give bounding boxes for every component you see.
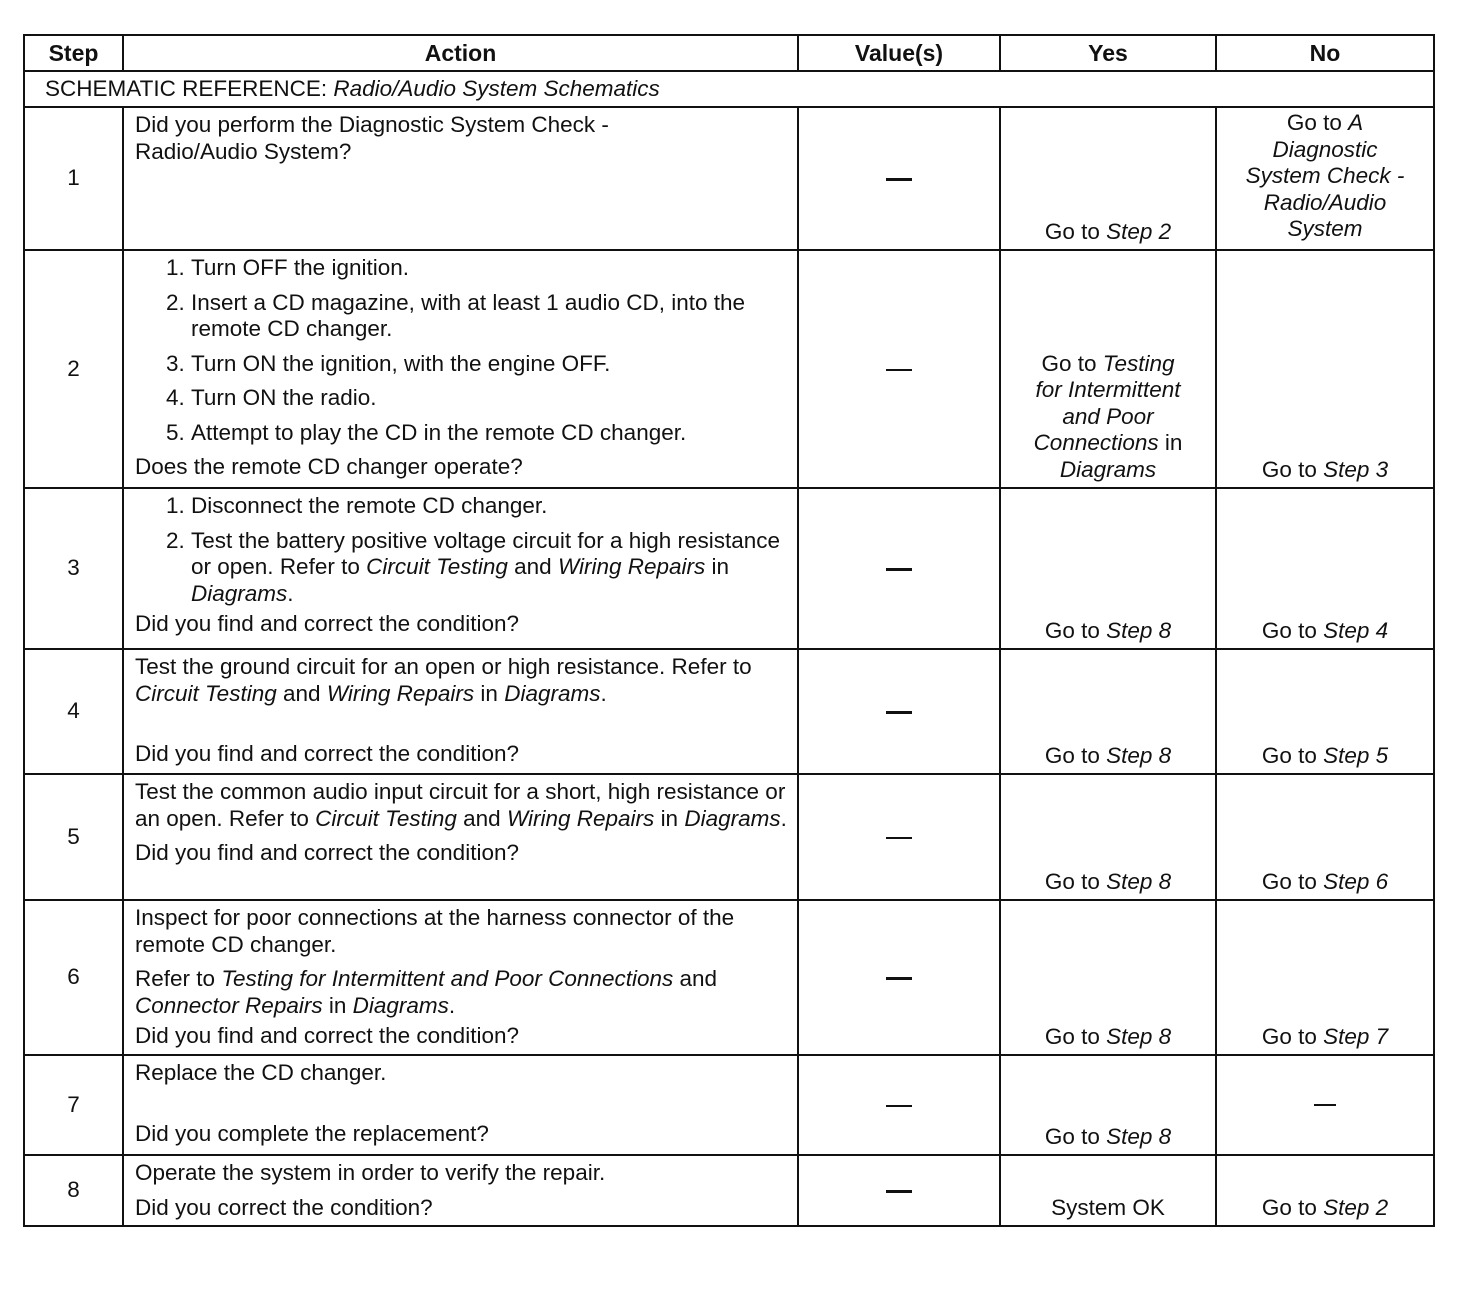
no-link[interactable]: System [1287, 216, 1363, 241]
dash [886, 178, 912, 181]
no-link[interactable]: Radio/Audio [1263, 189, 1387, 215]
link[interactable]: Circuit Testing [315, 805, 457, 831]
value-cell [798, 649, 1000, 774]
in-text: in [1164, 430, 1183, 455]
question-text: Did you find and correct the condition? [135, 611, 519, 636]
go-to-text: Go to [1044, 742, 1100, 768]
list-item: 2. Insert a CD magazine, with at least 1 audio CD, into the remote CD changer. [191, 290, 787, 343]
table-row [24, 1155, 1434, 1226]
value-cell [798, 1055, 1000, 1155]
table-row [24, 774, 1434, 900]
link[interactable]: Circuit Testing [366, 554, 508, 579]
no-cell [1216, 900, 1434, 1055]
and-text: and [679, 966, 718, 991]
yes-cell [1000, 488, 1216, 649]
and-text: and [463, 805, 501, 831]
no-cell [1216, 649, 1434, 774]
dash [886, 711, 912, 714]
item-text: Test the ground circuit for an open or high resistance. Refer to [135, 654, 752, 679]
schematic-link[interactable]: Radio/Audio System Schematics [333, 75, 660, 101]
go-to-text: Go to [1261, 617, 1317, 643]
yes-cell [1000, 900, 1216, 1055]
action-cell [123, 1155, 798, 1226]
step-number: 7 [24, 1055, 123, 1155]
value-cell [798, 900, 1000, 1055]
list-item: 1. Disconnect the remote CD changer. [191, 493, 787, 520]
action-text: Refer to Testing for Intermittent and Poor Connections and Connector Repairs in Diagrams. [135, 966, 718, 1018]
go-to-text: Go to [1286, 110, 1342, 135]
step-number: 8 [24, 1155, 123, 1226]
step-number: 3 [24, 488, 123, 649]
link[interactable]: Diagrams [684, 805, 781, 831]
header-row [24, 35, 1434, 71]
question-text: Did you complete the replacement? [135, 1120, 489, 1146]
action-text: Did you perform the Diagnostic System Check - [135, 112, 609, 137]
list-item: 1. Turn OFF the ignition. [191, 255, 787, 282]
yes-cell [1000, 1055, 1216, 1155]
yes-link[interactable]: Step 8 [1106, 617, 1172, 643]
dash [886, 1105, 912, 1108]
no-link[interactable]: Step 5 [1323, 742, 1389, 768]
table-row [24, 107, 1434, 250]
question-text: Did you find and correct the condition? [135, 840, 519, 865]
table-row [24, 1055, 1434, 1155]
header-step: Step [24, 35, 123, 71]
go-to-text: Go to [1041, 350, 1097, 376]
link[interactable]: Wiring Repairs [557, 554, 706, 579]
value-cell [798, 488, 1000, 649]
yes-link[interactable]: Diagrams [1059, 456, 1157, 482]
dash [886, 837, 912, 840]
in-text: in [711, 554, 730, 579]
system-ok-text: System OK [1051, 1194, 1165, 1220]
diagnostic-table [23, 34, 1435, 1227]
action-cell [123, 774, 798, 900]
table-row [24, 900, 1434, 1055]
step-list [135, 255, 787, 446]
no-link[interactable]: System Check - [1245, 163, 1405, 188]
no-link[interactable]: Step 6 [1323, 868, 1389, 894]
go-to-text: Go to [1044, 1123, 1100, 1149]
and-text: and [514, 554, 552, 579]
go-to-text: Go to [1044, 617, 1100, 643]
header-no: No [1216, 35, 1434, 71]
action-cell [123, 250, 798, 488]
step-number: 4 [24, 649, 123, 774]
list-item: 3. Turn ON the ignition, with the engine OFF. [191, 351, 787, 378]
yes-cell [1000, 774, 1216, 900]
no-cell [1216, 107, 1434, 250]
go-to-text: Go to [1261, 456, 1317, 482]
schematic-reference [24, 71, 1434, 107]
go-to-text: Go to [1261, 868, 1317, 894]
no-link[interactable]: Step 3 [1323, 456, 1389, 482]
step-list [135, 493, 787, 607]
go-to-text: Go to [1261, 1194, 1317, 1220]
yes-link[interactable]: Step 2 [1106, 218, 1172, 244]
yes-cell [1000, 1155, 1216, 1226]
no-cell [1216, 774, 1434, 900]
in-text: in [328, 992, 347, 1018]
step-number: 1 [24, 107, 123, 250]
go-to-text: Go to [1044, 218, 1100, 244]
no-link[interactable]: Step 7 [1323, 1023, 1389, 1049]
yes-cell [1000, 649, 1216, 774]
no-cell [1216, 250, 1434, 488]
header-yes: Yes [1000, 35, 1216, 71]
question-text: Did you find and correct the condition? [135, 1023, 519, 1048]
yes-cell [1000, 250, 1216, 488]
dash [1314, 1104, 1336, 1106]
link[interactable]: Circuit Testing [135, 680, 277, 706]
action-cell [123, 649, 798, 774]
dash [886, 568, 912, 571]
table-row [24, 488, 1434, 649]
action-text: Operate the system in order to verify the repair. [135, 1160, 606, 1185]
no-link[interactable]: Step 2 [1323, 1194, 1389, 1220]
item-text: Test the battery positive voltage circuit for a high resistance or open. Refer to [191, 527, 781, 579]
question-text: Does the remote CD changer operate? [135, 454, 523, 479]
action-cell [123, 107, 798, 250]
link[interactable]: Diagrams [352, 992, 449, 1018]
link[interactable]: Wiring Repairs [326, 680, 475, 706]
no-link[interactable]: A [1348, 110, 1364, 135]
schematic-row [24, 71, 1434, 107]
header-values: Value(s) [798, 35, 1000, 71]
link[interactable]: Diagrams [504, 680, 601, 706]
step-number: 2 [24, 250, 123, 488]
refer-text: Refer to [135, 966, 216, 991]
no-cell [1216, 1155, 1434, 1226]
step-number: 6 [24, 900, 123, 1055]
yes-link[interactable]: and Poor [1062, 403, 1154, 429]
no-cell [1216, 1055, 1434, 1155]
yes-link[interactable]: Step 8 [1106, 742, 1172, 768]
no-cell [1216, 488, 1434, 649]
action-text: Test the common audio input circuit for a short, high resistance or an open. Refer to Circuit Testing and Wiring Repairs in Diagrams. [135, 779, 787, 831]
value-cell [798, 774, 1000, 900]
header-action: Action [123, 35, 798, 71]
item-text: Test the common audio input circuit for a short, high resistance or an open. Refer to [135, 779, 786, 831]
value-cell [798, 107, 1000, 250]
yes-link[interactable]: Step 8 [1106, 1123, 1172, 1149]
dash [886, 1190, 912, 1193]
value-cell [798, 250, 1000, 488]
go-to-text: Go to [1261, 742, 1317, 768]
action-text: Radio/Audio System? [135, 138, 352, 164]
action-cell [123, 1055, 798, 1155]
dash [886, 977, 912, 980]
link[interactable]: Testing for Intermittent and Poor Connections [221, 966, 674, 991]
list-item: 4. Turn ON the radio. [191, 385, 787, 412]
go-to-text: Go to [1044, 868, 1100, 894]
table-row [24, 250, 1434, 488]
go-to-text: Go to [1044, 1023, 1100, 1049]
dash [886, 369, 912, 372]
link[interactable]: Wiring Repairs [506, 805, 655, 831]
table-row [24, 649, 1434, 774]
yes-link[interactable]: Connections [1033, 430, 1159, 455]
list-item: 2. Test the battery positive voltage circuit for a high resistance or open. Refer to Circuit Testing and Wiring Repairs in Diagrams. [191, 528, 787, 608]
action-text: Replace the CD changer. [135, 1060, 387, 1085]
no-link[interactable]: Diagnostic [1272, 136, 1378, 162]
question-text: Did you find and correct the condition? [135, 741, 519, 766]
list-item: 5. Attempt to play the CD in the remote CD changer. [191, 420, 787, 447]
yes-link[interactable]: Step 8 [1106, 1023, 1172, 1049]
go-to-text: Go to [1261, 1023, 1317, 1049]
question-text: Did you correct the condition? [135, 1194, 433, 1220]
no-link[interactable]: Step 4 [1323, 617, 1389, 643]
value-cell [798, 1155, 1000, 1226]
action-text: Inspect for poor connections at the harness connector of the remote CD changer. [135, 905, 735, 957]
in-text: in [480, 680, 498, 706]
link[interactable]: Diagrams [191, 580, 288, 606]
and-text: and [283, 680, 321, 706]
link[interactable]: Connector Repairs [135, 992, 323, 1018]
schematic-label: SCHEMATIC REFERENCE: [45, 75, 328, 101]
yes-link[interactable]: for Intermittent [1035, 377, 1181, 402]
action-cell [123, 900, 798, 1055]
step-number: 5 [24, 774, 123, 900]
yes-cell [1000, 107, 1216, 250]
yes-link[interactable]: Testing [1102, 350, 1175, 376]
action-text: Test the ground circuit for an open or high resistance. Refer to Circuit Testing and Wiring Repairs in Diagrams. [135, 654, 752, 706]
action-cell [123, 488, 798, 649]
in-text: in [660, 805, 679, 831]
yes-link[interactable]: Step 8 [1106, 868, 1172, 894]
